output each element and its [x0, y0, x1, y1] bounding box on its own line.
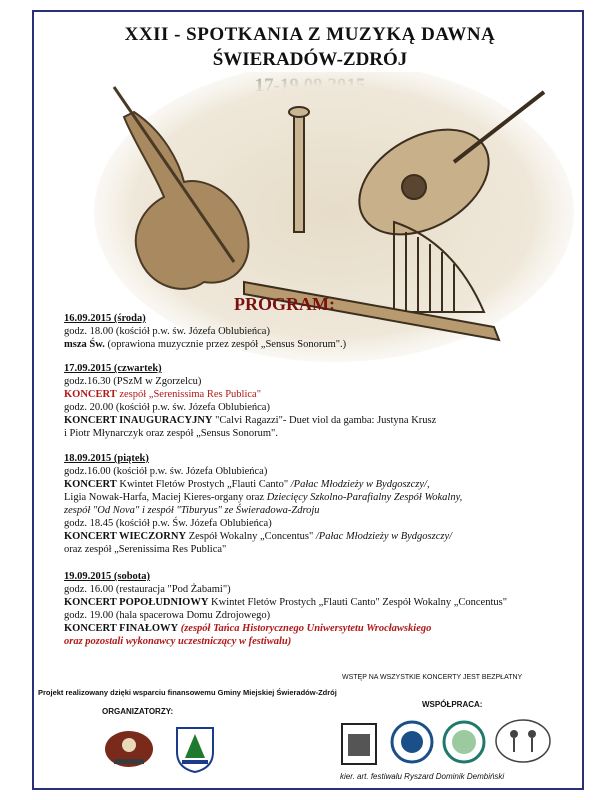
day3-evening-label: KONCERT WIECZORNY — [64, 531, 187, 542]
day1-line1: godz. 18.00 (kościół p.w. św. Józefa Oblubieńca) — [64, 326, 270, 337]
day4-final-label: KONCERT FINAŁOWY — [64, 623, 179, 634]
day3-concert-ensemble: Kwintet Fletów Prostych „Flauti Canto" — [119, 479, 289, 490]
funding-note: Projekt realizowany dzięki wsparciu finansowemu Gminy Miejskiej Świeradów-Zdrój — [38, 688, 337, 697]
day1-mass-details: (oprawiona muzycznie przez zespół „Sensus Sonorum".) — [107, 339, 347, 350]
partner-logo-2 — [390, 720, 434, 764]
day3-date: 18.09.2015 (piątek) — [64, 453, 149, 464]
festival-location: ŚWIERADÓW-ZDRÓJ — [212, 49, 408, 70]
day2-date: 17.09.2015 (czwartek) — [64, 363, 162, 374]
day3-line7: oraz zespół „Serenissima Res Publica" — [64, 544, 227, 555]
day4-line3: godz. 19.00 (hala spacerowa Domu Zdrojowego) — [64, 610, 271, 621]
partner-logo-3 — [442, 720, 486, 764]
organizer-logo-1 — [102, 727, 156, 771]
day3-evening-ensemble: Zespół Wokalny „Concentus" — [188, 531, 314, 542]
day2-concert-label: KONCERT — [64, 389, 117, 400]
artistic-director: kier. art. festiwalu Ryszard Dominik Dembiński — [340, 772, 505, 781]
day3-line3: Ligia Nowak-Harfa, Maciej Kieres-organy oraz — [64, 492, 265, 503]
day2-line3: godz. 20.00 (kościół p.w. św. Józefa Oblubieńca) — [64, 402, 270, 413]
day4-afternoon-label: KONCERT POPOŁUDNIOWY — [64, 597, 209, 608]
day2-concert-ensemble: zespół „Serenissima Res Publica" — [119, 389, 261, 400]
day4-final-ensemble: (zespół Tańca Historycznego Uniwersytetu Wrocławskiego — [180, 623, 432, 634]
day4-line5: oraz pozostali wykonawcy uczestniczący w festiwalu) — [64, 636, 292, 647]
partners-label: WSPÓŁPRACA: — [422, 700, 483, 709]
organizers-label: ORGANIZATORZY: — [102, 707, 174, 716]
day4-date: 19.09.2015 (sobota) — [64, 571, 151, 582]
day3-concert-label: KONCERT — [64, 479, 117, 490]
program-heading: PROGRAM: — [234, 294, 335, 314]
day2-line5: i Piotr Młynarczyk oraz zespół „Sensus Sonorum". — [64, 428, 278, 439]
day1-date: 16.09.2015 (środa) — [64, 313, 146, 324]
day1-mass: msza Św. — [64, 339, 105, 350]
partner-logo-4-dancers — [494, 718, 552, 764]
free-entry-note: WSTĘP NA WSZYSTKIE KONCERTY JEST BEZPŁATNY — [342, 674, 523, 681]
day3-line3-choir: Dziecięcy Szkolno-Parafialny Zespół Wokalny, — [266, 492, 463, 503]
partner-logo-1 — [340, 722, 378, 766]
day4-afternoon-ensembles: Kwintet Fletów Prostych „Flauti Canto" Zespół Wokalny „Concentus" — [211, 597, 507, 608]
organizer-logo-2-coat-of-arms — [174, 724, 216, 774]
day2-inaugural-details: "Calvi Ragazzi"- Duet viol da gamba: Justyna Krusz — [215, 415, 437, 426]
day3-line4: zespół "Od Nova" i zespół "Tiburyus" ze Świeradowa-Zdroju — [64, 505, 320, 516]
festival-title: XXII - SPOTKANIA Z MUZYKĄ DAWNĄ — [124, 24, 496, 45]
day3-evening-origin: /Pałac Młodzieży w Bydgoszczy/ — [315, 531, 453, 542]
day2-line1: godz.16.30 (PSzM w Zgorzelcu) — [64, 376, 202, 387]
day4-line1: godz. 16.00 (restauracja "Pod Żabami") — [64, 584, 231, 595]
day3-line1: godz.16.00 (kościół p.w. św. Józefa Oblubieńca) — [64, 466, 268, 477]
day3-concert-origin: /Pałac Młodzieży w Bydgoszczy/, — [290, 479, 430, 490]
poster-frame — [32, 10, 584, 790]
day2-inaugural-label: KONCERT INAUGURACYJNY — [64, 415, 213, 426]
day3-line5: godz. 18.45 (kościół p.w. Św. Józefa Oblubieńca) — [64, 518, 272, 529]
